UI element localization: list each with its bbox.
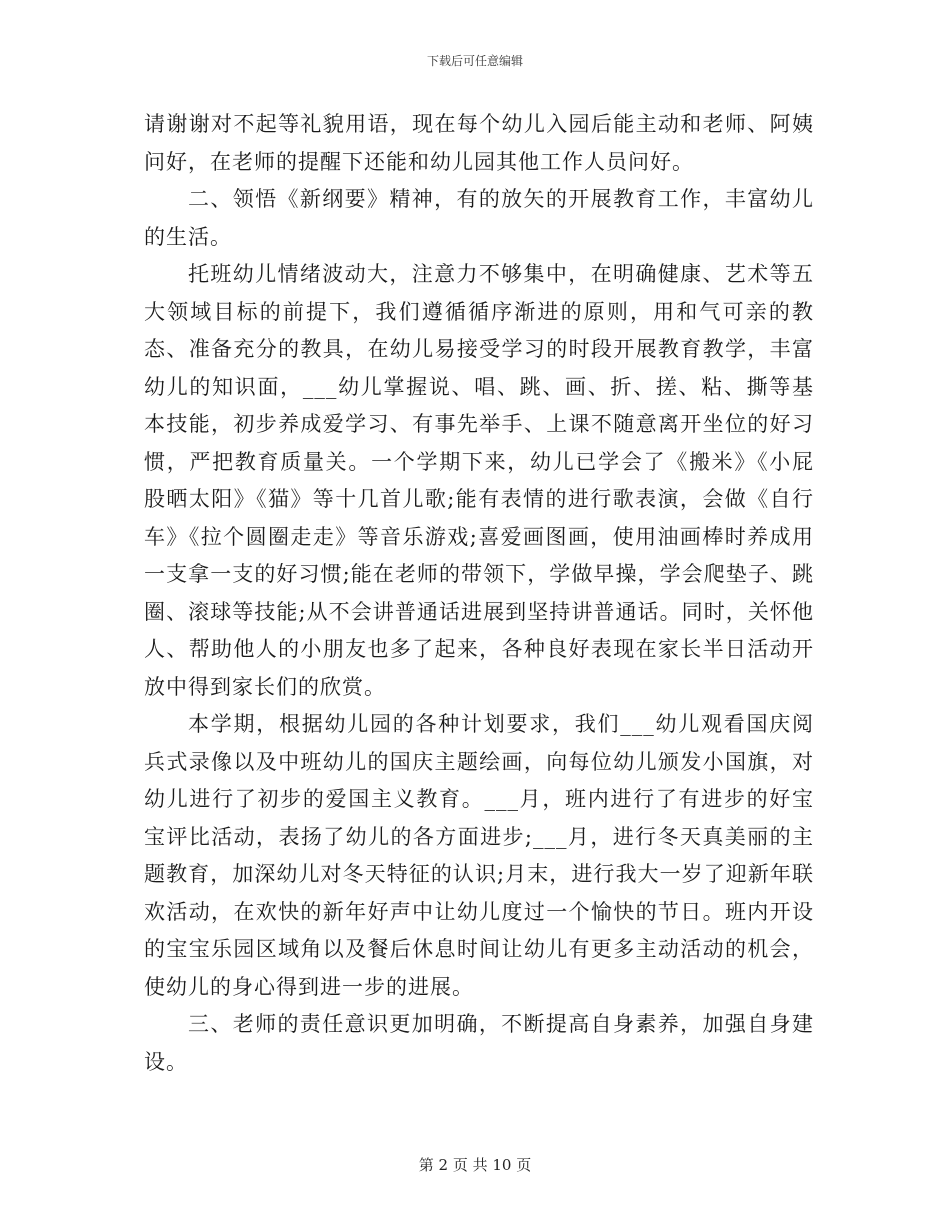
page-header: 下载后可任意编辑	[426, 54, 523, 68]
paragraph-continuation: 请谢谢对不起等礼貌用语，现在每个幼儿入园后能主动和老师、阿姨问好，在老师的提醒下还能和幼儿园其他工作人员问好。	[144, 112, 814, 174]
paragraph-semester-activities: 本学期，根据幼儿园的各种计划要求，我们___幼儿观看国庆阅兵式录像以及中班幼儿的国庆主题绘画，向每位幼儿颁发小国旗，对幼儿进行了初步的爱国主义教育。___月，班内进行了有进步的好宝宝评比活动，表扬了幼儿的各方面进步;___月，进行冬天真美丽的主题教育，加深幼儿对冬天特征的认识;月末，进行我大一岁了迎新年联欢活动，在欢快的新年好声中让幼儿度过一个愉快的节日。班内开设的宝宝乐园区域角以及餐后休息时间让幼儿有更多主动活动的机会，使幼儿的身心得到进一步的进展。	[144, 712, 814, 999]
section-heading-3: 三、老师的责任意识更加明确，不断提高自身素养，加强自身建设。	[144, 1012, 814, 1074]
paragraph-toddler-education: 托班幼儿情绪波动大，注意力不够集中，在明确健康、艺术等五大领域目标的前提下，我们遵循循序渐进的原则，用和气可亲的教态、准备充分的教具，在幼儿易接受学习的时段开展教育教学，丰富幼儿的知识面，___幼儿掌握说、唱、跳、画、折、搓、粘、撕等基本技能，初步养成爱学习、有事先举手、上课不随意离开坐位的好习惯，严把教育质量关。一个学期下来，幼儿已学会了《搬米》《小屁股晒太阳》《猫》等十几首儿歌;能有表情的进行歌表演，会做《自行车》《拉个圆圈走走》等音乐游戏;喜爱画图画，使用油画棒时养成用一支拿一支的好习惯;能在老师的带领下，学做早操，学会爬垫子、跳圈、滚球等技能;从不会讲普通话进展到坚持讲普通话。同时，关怀他人、帮助他人的小朋友也多了起来，各种良好表现在家长半日活动开放中得到家长们的欣赏。	[144, 262, 814, 699]
page-number: 第 2 页 共 10 页	[418, 1156, 532, 1174]
section-heading-2: 二、领悟《新纲要》精神，有的放矢的开展教育工作，丰富幼儿的生活。	[144, 187, 814, 249]
document-body	[144, 106, 814, 1081]
